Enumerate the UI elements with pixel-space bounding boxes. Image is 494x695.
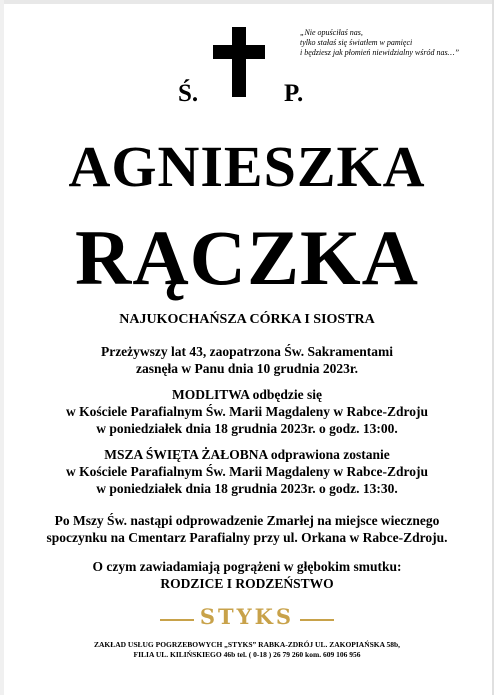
paragraph-line: Przeżywszy lat 43, zaopatrzona Św. Sakramentami [100,344,394,359]
announcement-paragraph [0,558,494,592]
paragraph-line: RODZICE I RODZEŃSTWO [160,576,334,591]
funeral-home-footer [0,640,494,660]
mass-paragraph [0,446,494,497]
cross-icon [211,27,267,97]
logo-line-right [300,619,334,621]
prayer-paragraph [0,386,494,437]
paragraph-line: MODLITWA odbędzie się [171,387,322,402]
logo-line-left [160,619,194,621]
paragraph-line: w Kościele Parafialnym Św. Marii Magdaleny w Rabce-Zdroju [66,404,428,419]
quote-line: tylko stałaś się światłem w pamięci [300,38,413,47]
page-border-top [0,0,494,4]
paragraph-line: MSZA ŚWIĘTA ŻAŁOBNA odprawiona zostanie [104,447,390,462]
quote-block [300,28,485,58]
deceased-last-name: RĄCZKA [74,214,419,301]
logo-text: STYKS [199,604,295,629]
paragraph-line: spoczynku na Cmentarz Parafialny przy ul. Orkana w Rabce-Zdroju. [46,530,448,545]
burial-paragraph [0,512,494,546]
paragraph-line: w poniedziałek dnia 18 grudnia 2023r. o godz. 13:00. [96,421,398,436]
paragraph-line: zasnęła w Panu dnia 10 grudnia 2023r. [136,361,358,376]
styks-logo [0,604,494,629]
relationship-subtitle: NAJUKOCHAŃSZA CÓRKA I SIOSTRA [119,312,375,327]
paragraph-line: Po Mszy Św. nastąpi odprowadzenie Zmarłej na miejsce wiecznego [54,513,440,528]
deceased-first-name: AGNIESZKA [68,134,426,199]
paragraph-line: w poniedziałek dnia 18 grudnia 2023r. o godz. 13:30. [96,481,398,496]
paragraph-line: w Kościele Parafialnym Św. Marii Magdaleny w Rabce-Zdroju [66,464,428,479]
footer-line: FILIA UL. KILIŃSKIEGO 46b tel. ( 0-18 ) 26 79 260 kom. 609 106 956 [133,650,361,659]
death-info-paragraph [0,343,494,377]
quote-line: „Nie opuściłaś nas, [300,28,363,37]
paragraph-line: O czym zawiadamiają pogrążeni w głębokim smutku: [92,559,402,574]
footer-line: ZAKŁAD USŁUG POGRZEBOWYCH „STYKS” RABKA-ZDRÓJ UL. ZAKOPIAŃSKA 58b, [93,640,401,649]
quote-line: i będziesz jak płomień niewidzialny wśród nas…” [300,48,460,57]
sp-right-initial: P. [284,80,304,107]
sp-left-initial: Ś. [178,80,199,107]
